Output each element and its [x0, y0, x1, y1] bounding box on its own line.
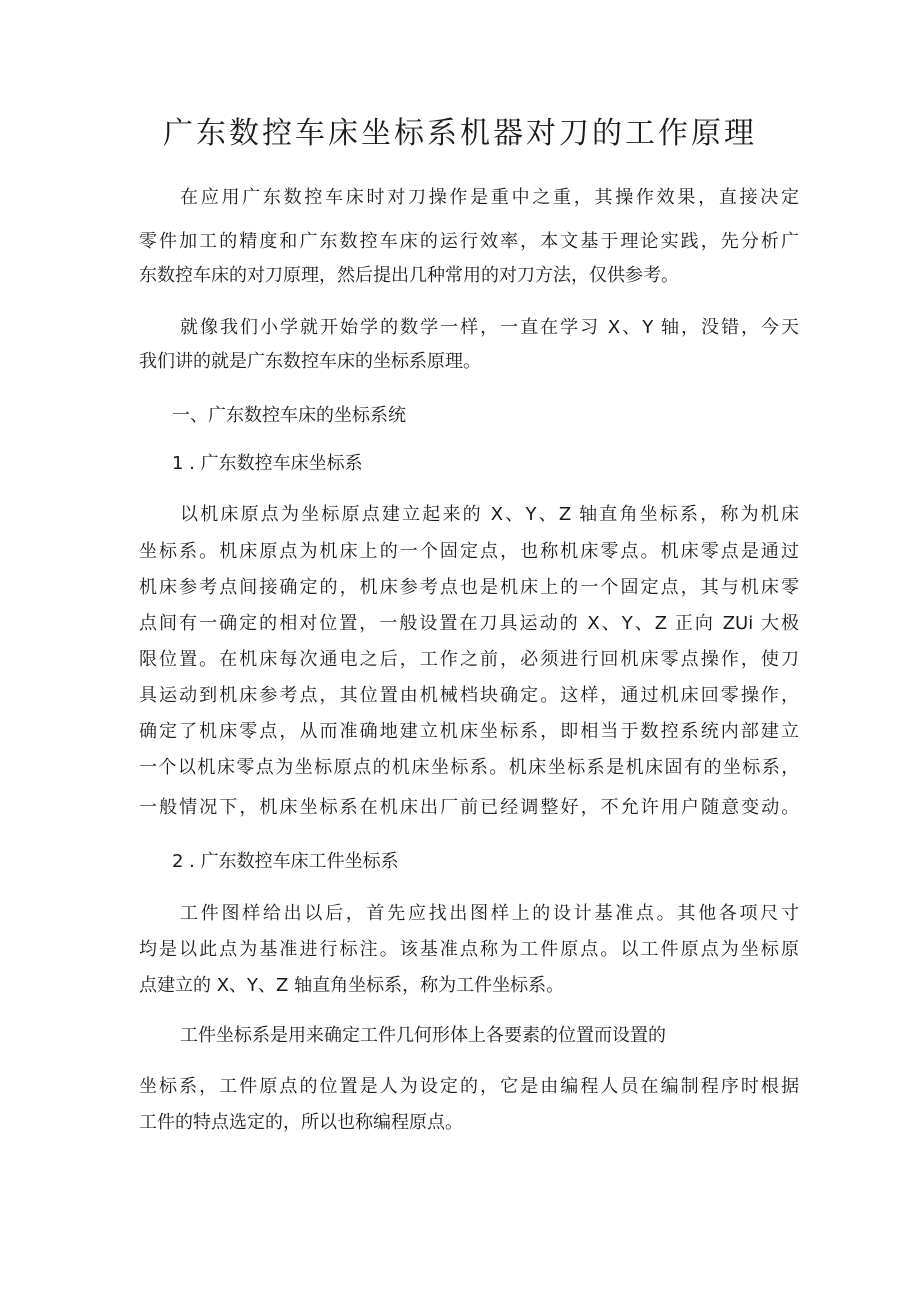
paragraph-intro-line-2: 零件加工的精度和广东数控车床的运行效率，本文基于理论实践，先分析广	[139, 231, 799, 252]
paragraph-origin-line-3: 工件的特点选定的，所以也称编程原点。	[139, 1112, 463, 1133]
paragraph-machine-line-6: 具运动到机床参考点，其位置由机械档块确定。这样，通过机床回零操作，	[139, 685, 799, 706]
paragraph-machine-line-7: 确定了机床零点，从而准确地建立机床坐标系，即相当于数控系统内部建立	[139, 721, 799, 742]
paragraph-machine-line-5: 限位置。在机床每次通电之后，工作之前，必须进行回机床零点操作，使刀	[139, 649, 799, 670]
section-heading-coordinate-system: 一、广东数控车床的坐标系统	[172, 405, 406, 426]
paragraph-analogy-line-1: 就像我们小学就开始学的数学一样，一直在学习 X、Y 轴，没错，今天	[180, 317, 799, 338]
paragraph-machine-line-8: 一个以机床零点为坐标原点的机床坐标系。机床坐标系是机床固有的坐标系，	[139, 757, 799, 778]
paragraph-machine-line-3: 机床参考点间接确定的，机床参考点也是机床上的一个固定点，其与机床零	[139, 577, 799, 598]
subsection-heading-workpiece-coordinates: 2 . 广东数控车床工件坐标系	[172, 851, 399, 872]
paragraph-workpiece-line-2: 均是以此点为基准进行标注。该基准点称为工件原点。以工件原点为坐标原	[139, 939, 799, 960]
paragraph-origin-line-1: 工件坐标系是用来确定工件几何形体上各要素的位置而设置的	[180, 1025, 666, 1046]
paragraph-workpiece-line-3: 点建立的 X、Y、Z 轴直角坐标系，称为工件坐标系。	[139, 975, 565, 996]
paragraph-machine-line-2: 坐标系。机床原点为机床上的一个固定点，也称机床零点。机床零点是通过	[139, 541, 799, 562]
paragraph-machine-line-9: 一般情况下，机床坐标系在机床出厂前已经调整好，不允许用户随意变动。	[139, 797, 799, 818]
document-title: 广东数控车床坐标系机器对刀的工作原理	[163, 116, 757, 151]
paragraph-intro-line-3: 东数控车床的对刀原理，然后提出几种常用的对刀方法，仅供参考。	[139, 265, 679, 286]
paragraph-analogy-line-2: 我们讲的就是广东数控车床的坐标系原理。	[139, 351, 481, 372]
paragraph-intro-line-1: 在应用广东数控车床时对刀操作是重中之重，其操作效果，直接决定	[180, 187, 799, 208]
paragraph-machine-line-4: 点间有一确定的相对位置，一般设置在刀具运动的 X、Y、Z 正向 ZUi 大极	[139, 613, 799, 634]
paragraph-workpiece-line-1: 工件图样给出以后，首先应找出图样上的设计基准点。其他各项尺寸	[180, 903, 799, 924]
paragraph-origin-line-2: 坐标系，工件原点的位置是人为设定的，它是由编程人员在编制程序时根据	[139, 1076, 799, 1097]
paragraph-machine-line-1: 以机床原点为坐标原点建立起来的 X、Y、Z 轴直角坐标系，称为机床	[180, 504, 799, 525]
subsection-heading-machine-coordinates: 1 . 广东数控车床坐标系	[172, 453, 363, 474]
